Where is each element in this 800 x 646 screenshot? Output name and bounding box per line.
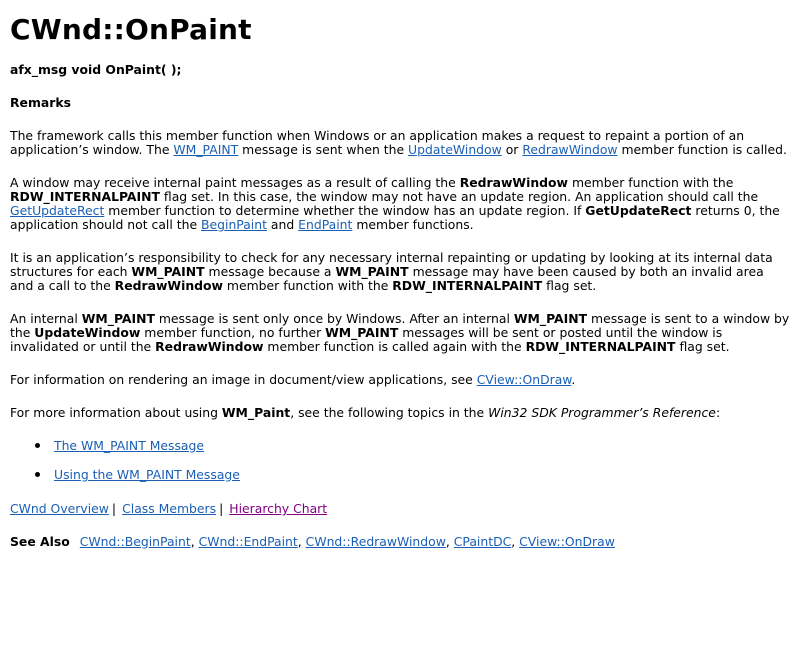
text: flag set. bbox=[542, 278, 597, 293]
bold-term: WM_PAINT bbox=[81, 311, 155, 326]
link-begin-paint[interactable]: BeginPaint bbox=[201, 217, 267, 232]
text: An internal bbox=[10, 311, 82, 326]
link-wm-paint-message[interactable]: The WM_PAINT Message bbox=[54, 438, 205, 453]
text: : bbox=[715, 405, 721, 420]
paragraph-2 bbox=[10, 176, 790, 232]
bold-term: WM_PAINT bbox=[335, 264, 409, 279]
paragraph-5 bbox=[10, 373, 790, 387]
link-cwnd-overview[interactable]: CWnd Overview bbox=[10, 501, 109, 516]
text: For more information about using bbox=[10, 405, 222, 420]
text: flag set. In this case, the window may not have an update region. An application should call the bbox=[159, 189, 759, 204]
text: member function with the bbox=[222, 278, 393, 293]
page-title: CWnd::OnPaint bbox=[10, 13, 252, 46]
bold-term: WM_PAINT bbox=[325, 325, 399, 340]
link-hierarchy-chart[interactable]: Hierarchy Chart bbox=[229, 501, 328, 516]
text: message may have been caused by both an invalid area and a call to the bbox=[10, 264, 764, 293]
text: , see the following topics in the bbox=[290, 405, 489, 420]
link-see-also-cpaintdc[interactable]: CPaintDC bbox=[453, 534, 512, 549]
text: The framework calls this member function when Windows or an application makes a request to repaint a portion of an application’s window. The bbox=[10, 128, 745, 157]
link-get-update-rect[interactable]: GetUpdateRect bbox=[10, 203, 105, 218]
text: member functions. bbox=[352, 217, 474, 232]
link-wm-paint[interactable]: WM_PAINT bbox=[173, 142, 239, 157]
paragraph-4 bbox=[10, 312, 790, 354]
bold-term: RDW_INTERNALPAINT bbox=[10, 189, 160, 204]
link-see-also-cview-ondraw[interactable]: CView::OnDraw bbox=[519, 534, 615, 549]
bold-term: WM_PAINT bbox=[131, 264, 205, 279]
paragraph-3 bbox=[10, 251, 790, 293]
text: message is sent only once by Windows. After an internal bbox=[154, 311, 514, 326]
text: message is sent when the bbox=[238, 142, 409, 157]
bold-term: WM_Paint bbox=[221, 405, 291, 420]
text: or bbox=[501, 142, 523, 157]
link-see-also-redrawwindow[interactable]: CWnd::RedrawWindow bbox=[305, 534, 446, 549]
see-also bbox=[10, 535, 790, 549]
bold-term: WM_PAINT bbox=[513, 311, 588, 326]
bold-term: UpdateWindow bbox=[34, 325, 141, 340]
text: returns 0, the application should not call the bbox=[10, 203, 780, 232]
link-end-paint[interactable]: EndPaint bbox=[298, 217, 353, 232]
link-see-also-endpaint[interactable]: CWnd::EndPaint bbox=[198, 534, 298, 549]
text: member function is called. bbox=[617, 142, 787, 157]
link-class-members[interactable]: Class Members bbox=[122, 501, 217, 516]
list-item bbox=[54, 468, 790, 482]
link-cview-ondraw[interactable]: CView::OnDraw bbox=[476, 372, 572, 387]
bold-term: RedrawWindow bbox=[155, 339, 264, 354]
italic-reference: Win32 SDK Programmer’s Reference bbox=[488, 405, 716, 420]
bold-term: RDW_INTERNALPAINT bbox=[392, 278, 543, 293]
nav-separator: | bbox=[219, 501, 224, 516]
bold-term: GetUpdateRect bbox=[585, 203, 692, 218]
text: message is sent to a window by the bbox=[10, 311, 790, 340]
text: and bbox=[266, 217, 299, 232]
nav-separator: | bbox=[111, 501, 117, 516]
text: messages will be sent or posted until the window is invalidated or until the bbox=[10, 325, 723, 354]
link-using-wm-paint-message[interactable]: Using the WM_PAINT Message bbox=[54, 467, 240, 482]
comma-separator: , bbox=[511, 534, 520, 549]
syntax-declaration: afx_msg void OnPaint( ); bbox=[10, 62, 182, 77]
bold-term: RedrawWindow bbox=[459, 175, 568, 190]
text: For information on rendering an image in document/view applications, see bbox=[10, 372, 477, 387]
paragraph-1 bbox=[10, 129, 790, 157]
comma-separator: , bbox=[445, 534, 454, 549]
bold-term: RDW_INTERNALPAINT bbox=[525, 339, 676, 354]
text: member function with the bbox=[568, 175, 734, 190]
comma-separator: , bbox=[190, 534, 199, 549]
text: It is an application’s responsibility to check for any necessary internal repainting or updating by looking at its internal data structures for each bbox=[10, 250, 773, 279]
link-redraw-window[interactable]: RedrawWindow bbox=[522, 142, 618, 157]
see-also-label: See Also bbox=[10, 534, 70, 549]
topic-list bbox=[10, 439, 790, 482]
text: member function to determine whether the window has an update region. If bbox=[104, 203, 586, 218]
link-see-also-beginpaint[interactable]: CWnd::BeginPaint bbox=[79, 534, 191, 549]
bullet-icon bbox=[35, 472, 40, 477]
text: flag set. bbox=[675, 339, 730, 354]
list-item bbox=[54, 439, 790, 453]
text: . bbox=[571, 372, 576, 387]
text: member function is called again with the bbox=[263, 339, 526, 354]
bold-term: RedrawWindow bbox=[114, 278, 223, 293]
navigation-links bbox=[10, 502, 790, 516]
paragraph-6 bbox=[10, 406, 790, 420]
text: A window may receive internal paint messages as a result of calling the bbox=[10, 175, 460, 190]
link-update-window[interactable]: UpdateWindow bbox=[408, 142, 502, 157]
remarks-heading: Remarks bbox=[10, 95, 71, 110]
comma-separator: , bbox=[297, 534, 306, 549]
bullet-icon bbox=[35, 443, 40, 448]
text: member function, no further bbox=[140, 325, 326, 340]
text: message because a bbox=[204, 264, 336, 279]
